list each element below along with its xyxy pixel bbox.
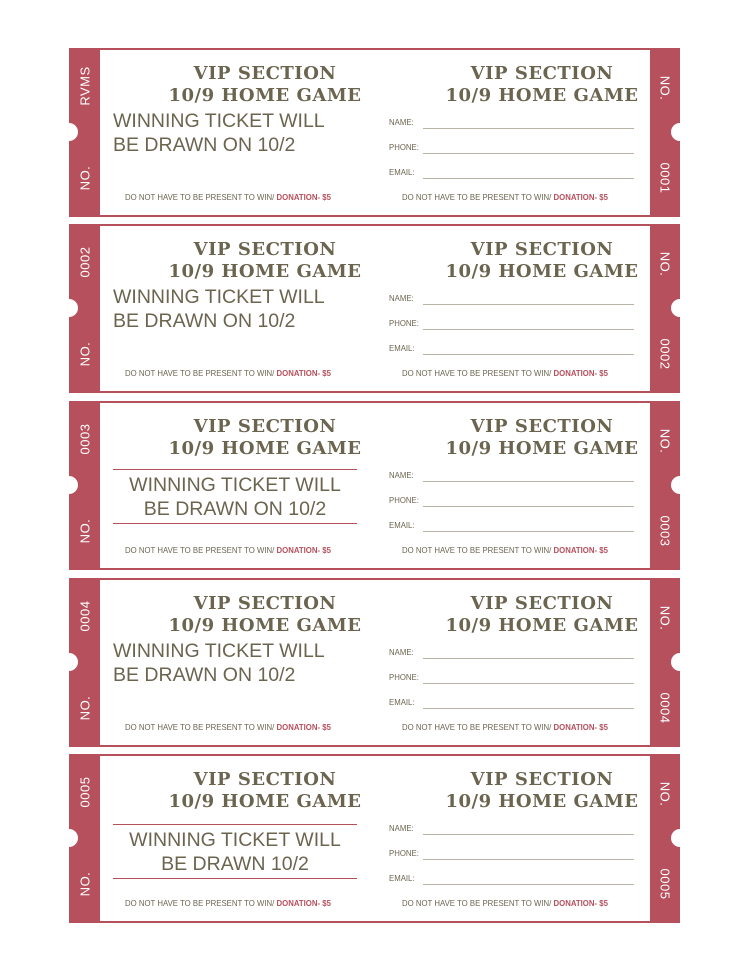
heading-line-2: 10/9 HOME GAME xyxy=(168,85,362,106)
winning-line-1: WINNING TICKET WILL xyxy=(113,640,325,662)
right-stub-ticket-number: 0004 xyxy=(657,692,673,724)
phone-label: PHONE: xyxy=(389,496,419,505)
donation-amount: DONATION- $5 xyxy=(553,193,608,202)
name-line[interactable] xyxy=(423,304,634,305)
stub-notch xyxy=(671,123,689,141)
email-label: EMAIL: xyxy=(389,521,415,530)
heading-line-1: VIP SECTION xyxy=(193,416,337,437)
name-field[interactable] xyxy=(389,648,634,662)
name-line[interactable] xyxy=(423,481,634,482)
heading-line-1: VIP SECTION xyxy=(193,593,337,614)
right-stub-ticket-number: 0002 xyxy=(657,338,673,370)
winning-line-2: BE DRAWN 10/2 xyxy=(161,853,309,875)
donation-amount: DONATION- $5 xyxy=(276,723,331,732)
stub-notch xyxy=(60,299,78,317)
footer-text: DO NOT HAVE TO BE PRESENT TO WIN/ xyxy=(125,546,275,555)
name-label: NAME: xyxy=(389,294,414,303)
footer-left xyxy=(125,369,331,378)
name-field[interactable] xyxy=(389,824,634,838)
phone-line[interactable] xyxy=(423,329,634,330)
left-stub-ticket-number: 0002 xyxy=(77,246,93,278)
footer-text: DO NOT HAVE TO BE PRESENT TO WIN/ xyxy=(402,193,552,202)
winning-line-1: WINNING TICKET WILL xyxy=(113,110,325,132)
ticket-heading-right xyxy=(413,593,671,637)
stub-notch xyxy=(671,476,689,494)
donation-amount: DONATION- $5 xyxy=(276,193,331,202)
footer-text: DO NOT HAVE TO BE PRESENT TO WIN/ xyxy=(125,899,275,908)
donation-amount: DONATION- $5 xyxy=(276,369,331,378)
ticket-heading-right xyxy=(413,239,671,283)
heading-line-2: 10/9 HOME GAME xyxy=(168,261,362,282)
winning-notice xyxy=(113,109,325,157)
email-field[interactable] xyxy=(389,698,634,712)
name-line[interactable] xyxy=(423,128,634,129)
stub-notch xyxy=(60,476,78,494)
email-field[interactable] xyxy=(389,344,634,358)
heading-line-2: 10/9 HOME GAME xyxy=(445,85,639,106)
heading-line-1: VIP SECTION xyxy=(470,769,614,790)
heading-line-1: VIP SECTION xyxy=(470,593,614,614)
email-field[interactable] xyxy=(389,521,634,535)
ticket-heading-right xyxy=(413,63,671,107)
name-field[interactable] xyxy=(389,294,634,308)
winning-notice xyxy=(113,285,325,333)
name-field[interactable] xyxy=(389,118,634,132)
left-stub-number-label: NO. xyxy=(77,341,93,367)
right-stub-number-label: NO. xyxy=(657,605,673,631)
heading-line-2: 10/9 HOME GAME xyxy=(445,438,639,459)
name-line[interactable] xyxy=(423,658,634,659)
right-stub-number-label: NO. xyxy=(657,781,673,807)
winning-notice xyxy=(113,639,325,687)
winning-line-2: BE DRAWN ON 10/2 xyxy=(143,498,327,520)
phone-line[interactable] xyxy=(423,153,634,154)
heading-line-1: VIP SECTION xyxy=(470,416,614,437)
name-label: NAME: xyxy=(389,648,414,657)
ticket-heading-right xyxy=(413,769,671,813)
footer-left xyxy=(125,546,331,555)
footer-right xyxy=(402,899,608,908)
stub-notch xyxy=(60,123,78,141)
donation-amount: DONATION- $5 xyxy=(553,546,608,555)
phone-line[interactable] xyxy=(423,506,634,507)
ticket-heading-left xyxy=(138,63,392,107)
donation-amount: DONATION- $5 xyxy=(553,899,608,908)
ticket-body xyxy=(100,756,650,921)
left-stub-ticket-number: 0003 xyxy=(77,423,93,455)
email-label: EMAIL: xyxy=(389,874,415,883)
phone-field[interactable] xyxy=(389,143,634,157)
raffle-ticket xyxy=(69,224,680,393)
heading-line-2: 10/9 HOME GAME xyxy=(168,438,362,459)
raffle-ticket xyxy=(69,401,680,570)
heading-line-2: 10/9 HOME GAME xyxy=(168,791,362,812)
stub-notch xyxy=(671,299,689,317)
left-stub-top-text: RVMS xyxy=(77,66,93,106)
left-stub-ticket-number: 0005 xyxy=(77,776,93,808)
raffle-ticket xyxy=(69,578,680,747)
left-stub-number-label: NO. xyxy=(77,165,93,191)
heading-line-1: VIP SECTION xyxy=(193,63,337,84)
footer-left xyxy=(125,193,331,202)
heading-line-1: VIP SECTION xyxy=(470,239,614,260)
heading-line-1: VIP SECTION xyxy=(470,63,614,84)
email-line[interactable] xyxy=(423,178,634,179)
ticket-heading-right xyxy=(413,416,671,460)
name-line[interactable] xyxy=(423,834,634,835)
name-label: NAME: xyxy=(389,118,414,127)
left-stub-number-label: NO. xyxy=(77,695,93,721)
ticket-heading-left xyxy=(138,239,392,283)
heading-line-2: 10/9 HOME GAME xyxy=(445,261,639,282)
winning-line-1: WINNING TICKET WILL xyxy=(129,474,341,496)
footer-text: DO NOT HAVE TO BE PRESENT TO WIN/ xyxy=(125,369,275,378)
ticket-body xyxy=(100,226,650,391)
name-field[interactable] xyxy=(389,471,634,485)
ticket-body xyxy=(100,580,650,745)
right-stub-ticket-number: 0001 xyxy=(657,162,673,194)
footer-text: DO NOT HAVE TO BE PRESENT TO WIN/ xyxy=(402,899,552,908)
name-label: NAME: xyxy=(389,824,414,833)
winning-notice xyxy=(113,824,357,879)
email-label: EMAIL: xyxy=(389,344,415,353)
stub-notch xyxy=(671,653,689,671)
raffle-ticket xyxy=(69,48,680,217)
heading-line-1: VIP SECTION xyxy=(193,239,337,260)
heading-line-2: 10/9 HOME GAME xyxy=(168,615,362,636)
stub-notch xyxy=(671,829,689,847)
right-stub-number-label: NO. xyxy=(657,75,673,101)
donation-amount: DONATION- $5 xyxy=(553,723,608,732)
ticket-heading-left xyxy=(138,769,392,813)
left-stub-number-label: NO. xyxy=(77,871,93,897)
phone-label: PHONE: xyxy=(389,849,419,858)
phone-line[interactable] xyxy=(423,859,634,860)
heading-line-2: 10/9 HOME GAME xyxy=(445,791,639,812)
left-stub-number-label: NO. xyxy=(77,518,93,544)
footer-text: DO NOT HAVE TO BE PRESENT TO WIN/ xyxy=(402,369,552,378)
ticket-body xyxy=(100,50,650,215)
winning-line-1: WINNING TICKET WILL xyxy=(129,829,341,851)
name-label: NAME: xyxy=(389,471,414,480)
ticket-body xyxy=(100,403,650,568)
right-stub-number-label: NO. xyxy=(657,428,673,454)
footer-text: DO NOT HAVE TO BE PRESENT TO WIN/ xyxy=(125,723,275,732)
email-field[interactable] xyxy=(389,168,634,182)
email-field[interactable] xyxy=(389,874,634,888)
footer-text: DO NOT HAVE TO BE PRESENT TO WIN/ xyxy=(125,193,275,202)
phone-label: PHONE: xyxy=(389,673,419,682)
footer-right xyxy=(402,369,608,378)
heading-line-1: VIP SECTION xyxy=(193,769,337,790)
footer-text: DO NOT HAVE TO BE PRESENT TO WIN/ xyxy=(402,546,552,555)
phone-field[interactable] xyxy=(389,673,634,687)
left-stub-ticket-number: 0004 xyxy=(77,600,93,632)
email-label: EMAIL: xyxy=(389,698,415,707)
winning-notice xyxy=(113,469,357,524)
email-line[interactable] xyxy=(423,884,634,885)
email-label: EMAIL: xyxy=(389,168,415,177)
email-line[interactable] xyxy=(423,354,634,355)
footer-left xyxy=(125,899,331,908)
winning-line-2: BE DRAWN ON 10/2 xyxy=(113,134,296,156)
right-stub-ticket-number: 0005 xyxy=(657,868,673,900)
footer-right xyxy=(402,193,608,202)
winning-line-2: BE DRAWN ON 10/2 xyxy=(113,310,296,332)
footer-right xyxy=(402,723,608,732)
phone-label: PHONE: xyxy=(389,143,419,152)
heading-line-2: 10/9 HOME GAME xyxy=(445,615,639,636)
right-stub-ticket-number: 0003 xyxy=(657,515,673,547)
phone-field[interactable] xyxy=(389,849,634,863)
ticket-heading-left xyxy=(138,416,392,460)
right-stub-number-label: NO. xyxy=(657,251,673,277)
phone-field[interactable] xyxy=(389,319,634,333)
donation-amount: DONATION- $5 xyxy=(276,546,331,555)
donation-amount: DONATION- $5 xyxy=(553,369,608,378)
footer-text: DO NOT HAVE TO BE PRESENT TO WIN/ xyxy=(402,723,552,732)
ticket-heading-left xyxy=(138,593,392,637)
stub-notch xyxy=(60,829,78,847)
phone-label: PHONE: xyxy=(389,319,419,328)
email-line[interactable] xyxy=(423,531,634,532)
email-line[interactable] xyxy=(423,708,634,709)
winning-line-1: WINNING TICKET WILL xyxy=(113,286,325,308)
donation-amount: DONATION- $5 xyxy=(276,899,331,908)
phone-field[interactable] xyxy=(389,496,634,510)
footer-right xyxy=(402,546,608,555)
winning-line-2: BE DRAWN ON 10/2 xyxy=(113,664,296,686)
raffle-ticket xyxy=(69,754,680,923)
footer-left xyxy=(125,723,331,732)
stub-notch xyxy=(60,653,78,671)
phone-line[interactable] xyxy=(423,683,634,684)
